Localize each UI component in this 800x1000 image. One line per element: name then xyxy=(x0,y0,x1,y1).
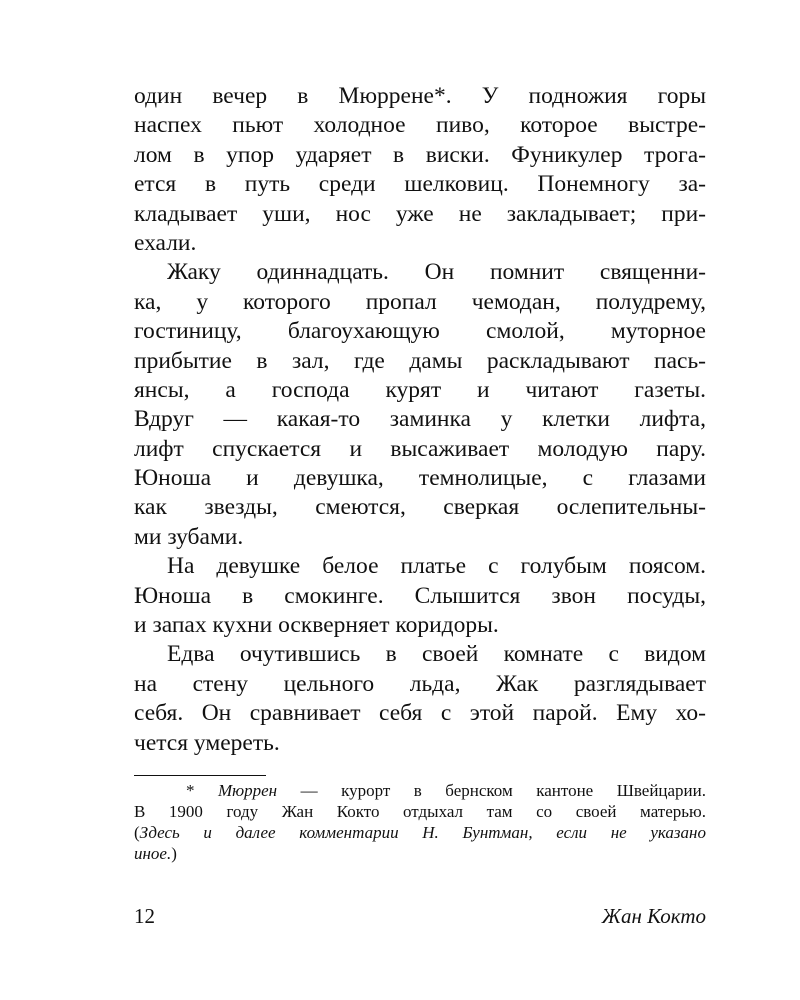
footnote-text: — курорт в бернском кантоне Швейцарии. xyxy=(277,781,707,800)
main-text xyxy=(134,82,706,758)
text-line: гостиницу, благоухающую смолой, муторное xyxy=(134,318,706,345)
text-line: Вдруг — какая-то заминка у клетки лифта, xyxy=(134,406,706,433)
text-line: себя. Он сравнивает себя с этой парой. Ему хо- xyxy=(134,700,706,727)
text-line: Едва очутившись в своей комнате с видом xyxy=(167,641,706,668)
text-line: и запах кухни оскверняет коридоры. xyxy=(134,612,499,639)
text-line: чется умереть. xyxy=(134,729,280,756)
footnote-editor-note-end: иное. xyxy=(134,844,172,863)
text-line: ка, у которого пропал чемодан, полудрему, xyxy=(134,288,706,315)
text-line: ехали. xyxy=(134,229,197,256)
text-line: кладывает уши, нос уже не закладывает; при- xyxy=(134,200,706,227)
text-line: ми зубами. xyxy=(134,523,244,550)
text-line: На девушке белое платье с голубым поясом. xyxy=(167,553,706,580)
text-line: прибытие в зал, где дамы раскладывают пась- xyxy=(134,347,706,374)
text-line: один вечер в Мюррене*. У подножия горы xyxy=(134,83,706,109)
footnote-marker: * xyxy=(186,781,218,800)
text-line: наспех пьют холодное пиво, которое выстре- xyxy=(134,112,706,139)
text-line: лифт спускается и высаживает молодую пару. xyxy=(134,435,706,462)
footnote-line xyxy=(134,780,706,801)
footnote-line: В 1900 году Жан Кокто отдыхал там со своей матерью. xyxy=(134,802,706,821)
page-number: 12 xyxy=(134,904,155,928)
text-line: Жаку одиннадцать. Он помнит священни- xyxy=(167,259,706,286)
text-line: янсы, а господа курят и читают газеты. xyxy=(134,376,706,403)
footnote-line xyxy=(134,822,706,843)
footnote-paren-open: ( xyxy=(134,823,140,842)
footnote-divider xyxy=(134,775,266,776)
text-line: ется в путь среди шелковиц. Понемногу за- xyxy=(134,171,706,198)
footnote-paren-close: ) xyxy=(171,844,177,863)
footnote-line xyxy=(134,843,706,864)
footnote-term: Мюррен xyxy=(217,781,278,800)
footnote xyxy=(134,780,706,864)
footnote-editor-note: Здесь и далее комментарии Н. Бунтман, если не указано xyxy=(139,823,706,842)
text-line: как звезды, смеются, сверкая ослепительны- xyxy=(134,494,706,521)
running-title: Жан Кокто xyxy=(601,904,706,928)
text-line: Юноша в смокинге. Слышится звон посуды, xyxy=(134,582,706,609)
text-line: лом в упор ударяет в виски. Фуникулер трога- xyxy=(134,141,706,168)
text-line: на стену цельного льда, Жак разглядывает xyxy=(134,670,706,697)
text-line: Юноша и девушка, темнолицые, с глазами xyxy=(134,465,706,492)
